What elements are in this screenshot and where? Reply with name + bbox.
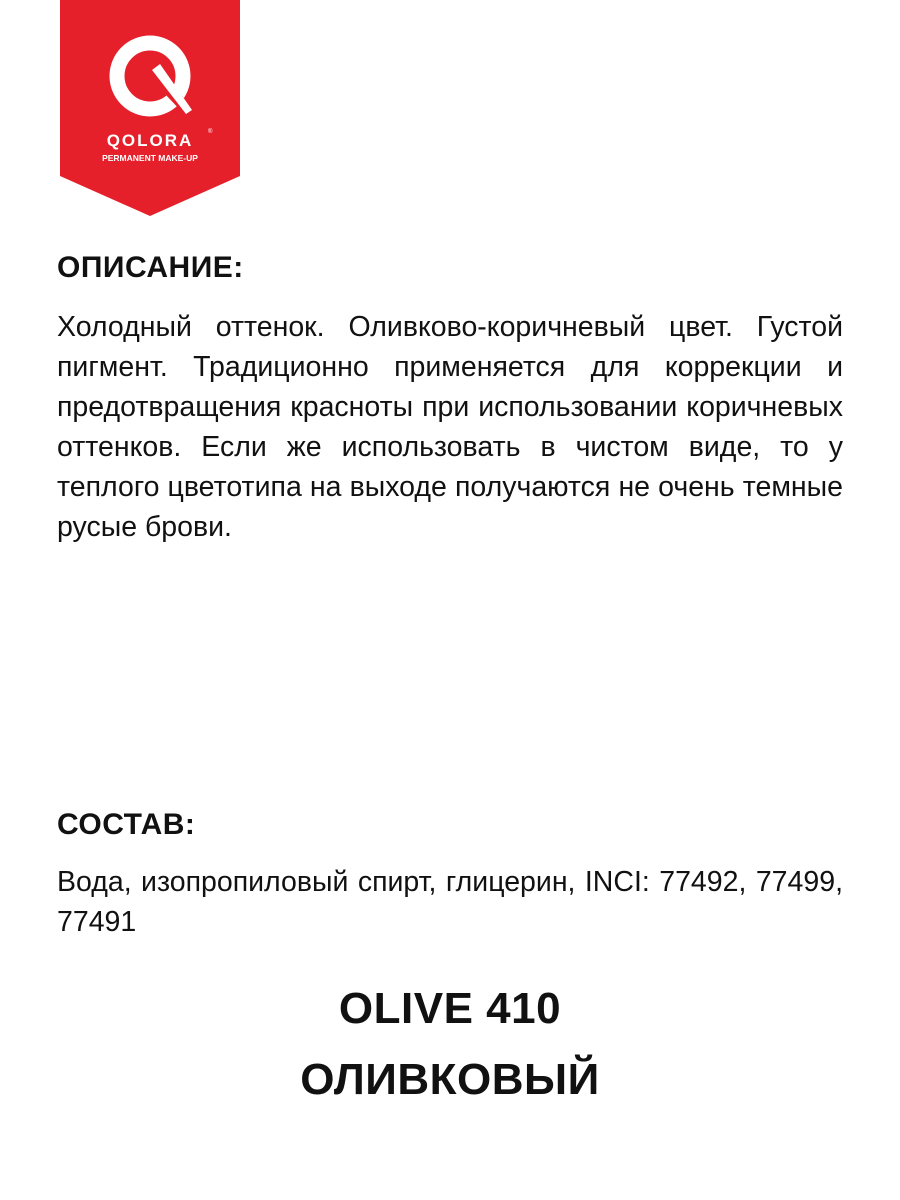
logo-badge — [60, 0, 240, 216]
registered-mark-icon: ® — [208, 129, 213, 135]
product-code: OLIVE 410 — [338, 984, 562, 1033]
brand-tagline: PERMANENT MAKE-UP — [102, 153, 198, 163]
composition-heading: СОСТАВ: — [57, 808, 196, 841]
brand-name: QOLORA — [106, 131, 194, 150]
composition-text: Вода, изопропиловый спирт, глицерин, INCI: 77492, 77499, 77491 — [57, 866, 843, 938]
brand-logo — [60, 0, 240, 216]
description-text: Холодный оттенок. Оливково-коричневый цвет. Густой пигмент. Традиционно применяется для коррекции и предотвращения красноты при использовании коричневых оттенков. Если же использовать в чистом виде, то у теплого цветотипа на выходе получаются не очень темные русые брови. — [57, 311, 843, 543]
product-name: ОЛИВКОВЫЙ — [300, 1055, 600, 1104]
description-heading: ОПИСАНИЕ: — [57, 251, 244, 284]
